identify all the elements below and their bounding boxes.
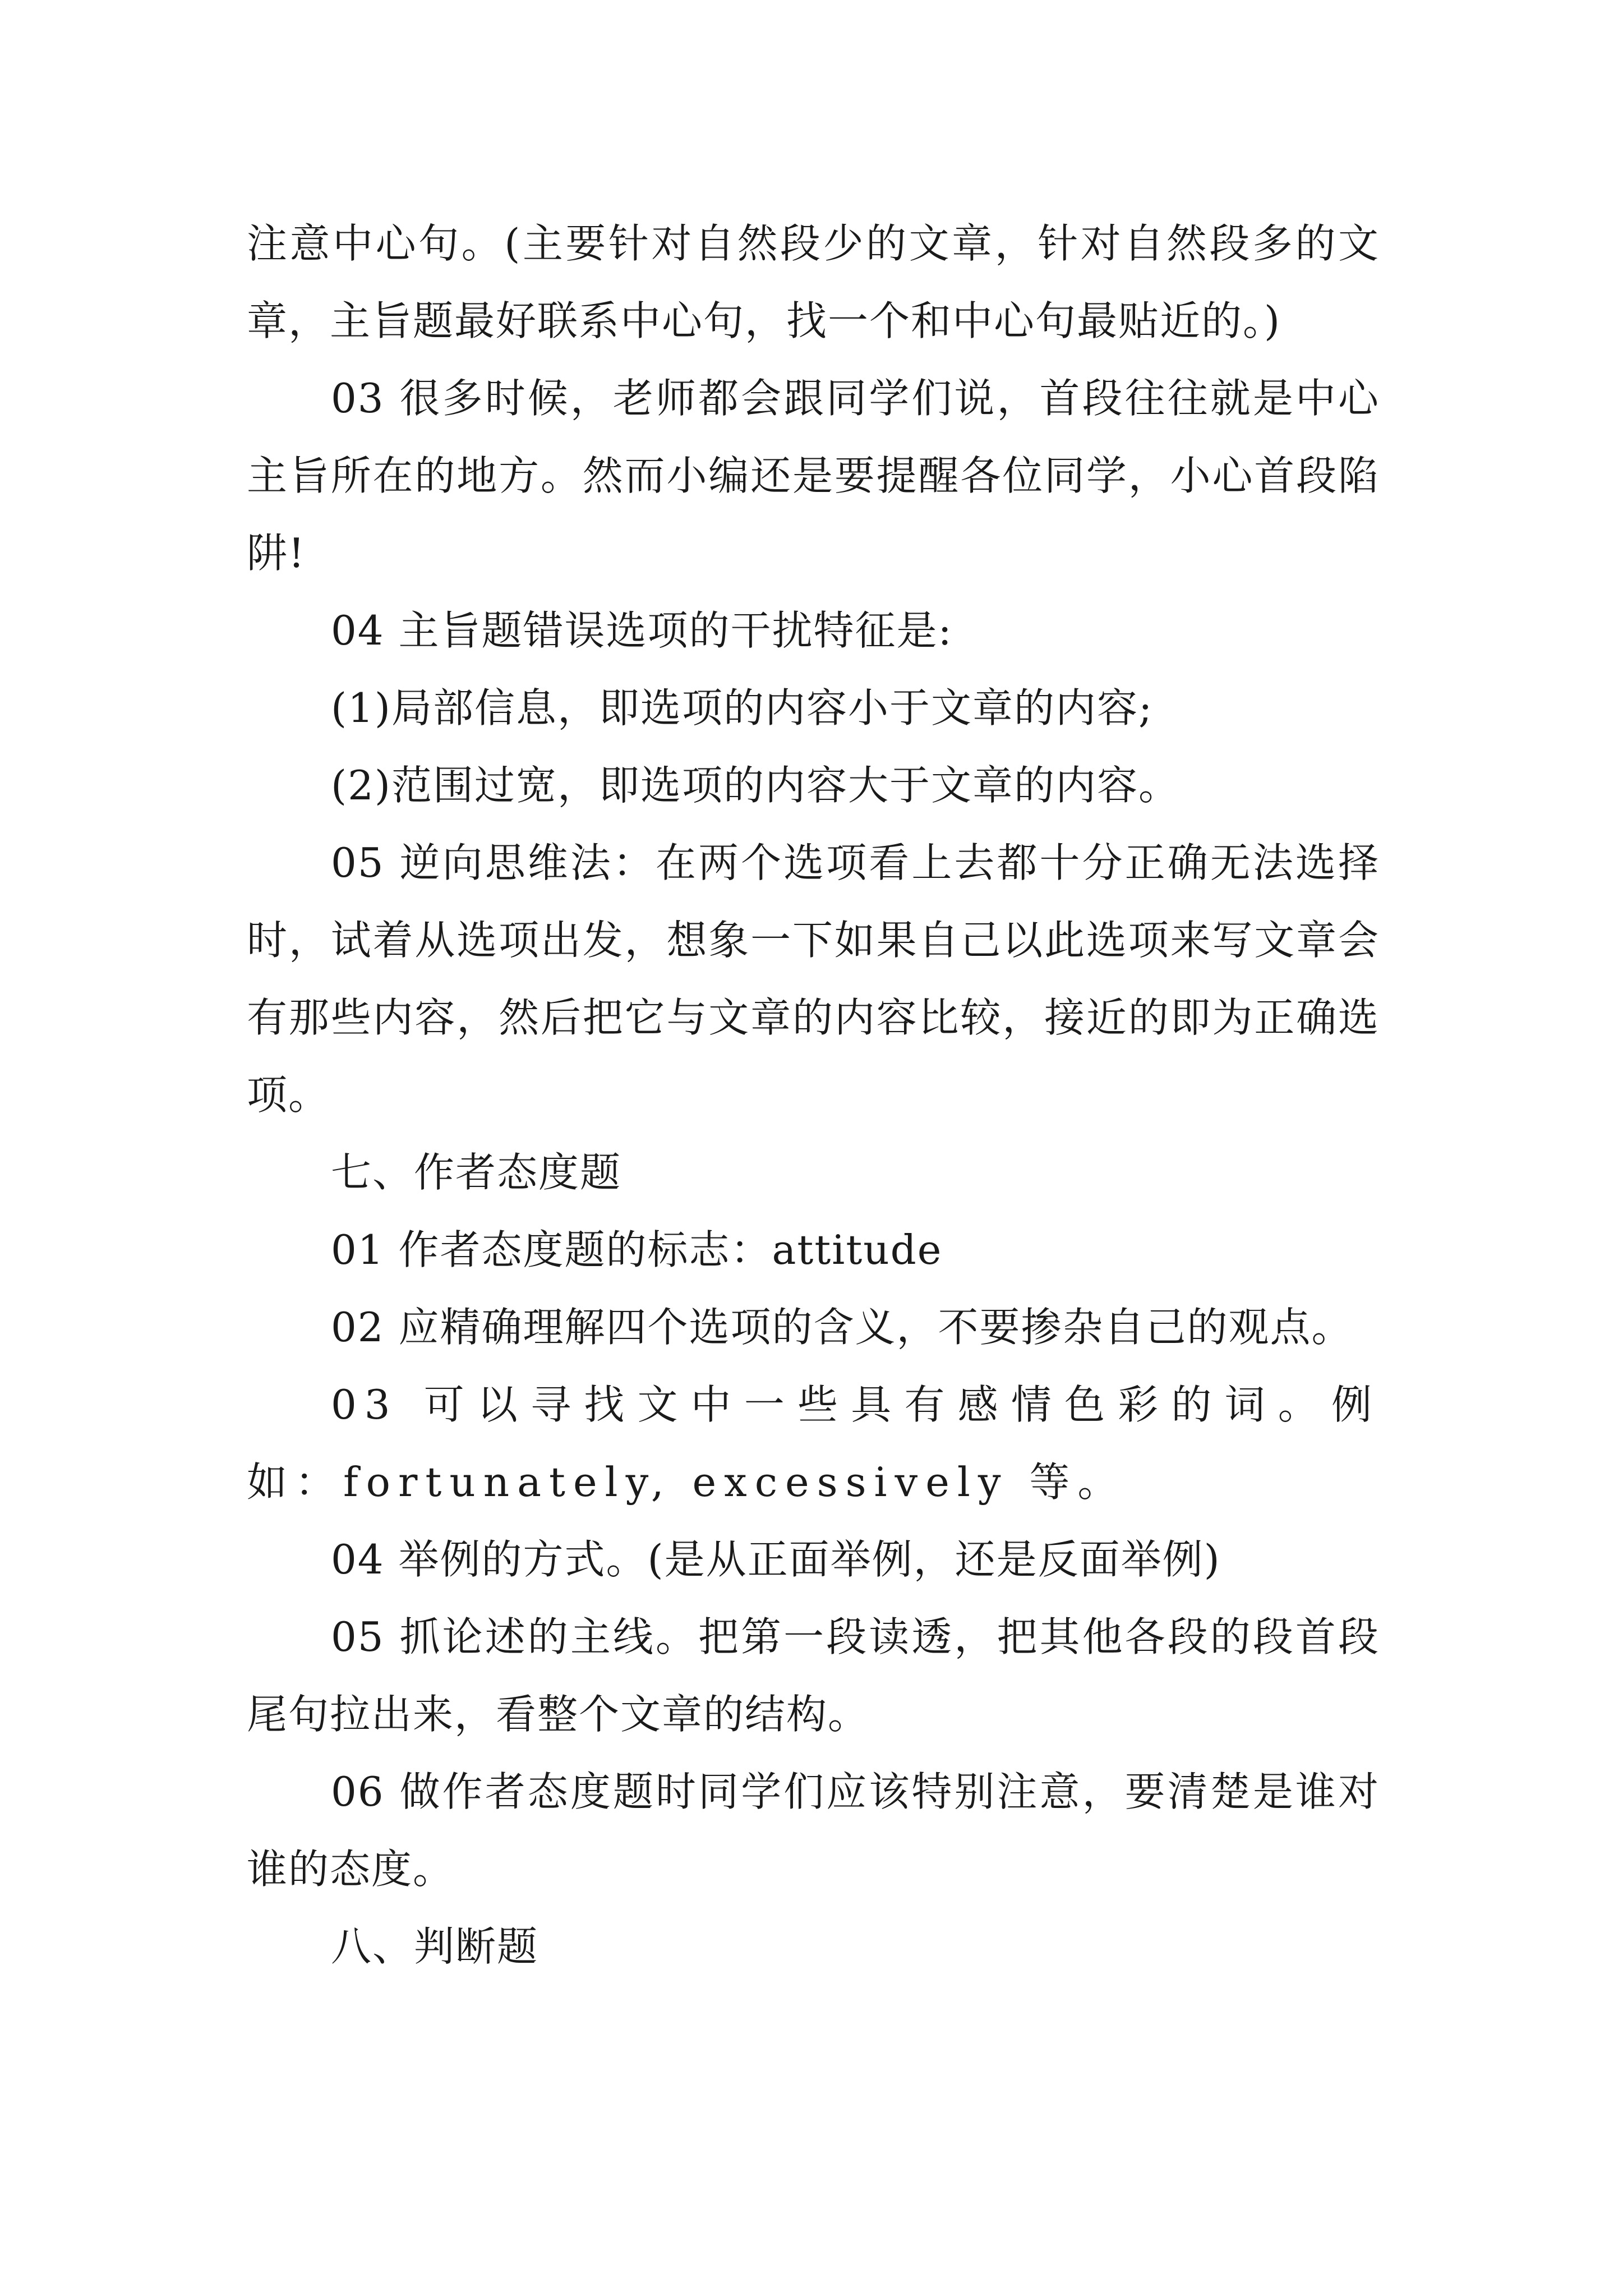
paragraph-main-argument-line: 05 抓论述的主线。把第一段读透，把其他各段的段首段尾句拉出来，看整个文章的结构。 (247, 1613, 1380, 1738)
paragraph-scope-too-wide: (2)范围过宽，即选项的内容大于文章的内容。 (331, 762, 1180, 809)
paragraph-reverse-thinking: 05 逆向思维法：在两个选项看上去都十分正确无法选择时，试着从选项出发，想象一下如果自己以此选项来写文章会有那些内容，然后把它与文章的内容比较，接近的即为正确选项。 (247, 839, 1380, 1119)
paragraph-main-idea-note: 注意中心句。(主要针对自然段少的文章，针对自然段多的文章，主旨题最好联系中心句，找一个和中心句最贴近的。) (247, 220, 1380, 344)
paragraph-first-paragraph-trap: 03 很多时候，老师都会跟同学们说，首段往往就是中心主旨所在的地方。然而小编还是要提醒各位同学，小心首段陷阱! (247, 375, 1380, 577)
paragraph-attitude-marker: 01 作者态度题的标志：attitude (331, 1226, 943, 1273)
section-heading-judgment: 八、判断题 (331, 1923, 539, 1970)
paragraph-wrong-option-features: 04 主旨题错误选项的干扰特征是: (331, 607, 953, 654)
paragraph-local-information: (1)局部信息，即选项的内容小于文章的内容; (331, 684, 1154, 731)
paragraph-emotional-words: 03 可以寻找文中一些具有感情色彩的词。例如：fortunately, excessively 等。 (247, 1381, 1380, 1506)
paragraph-understand-options: 02 应精确理解四个选项的含义，不要掺杂自己的观点。 (331, 1304, 1353, 1351)
section-heading-author-attitude: 七、作者态度题 (331, 1149, 622, 1196)
document-body (247, 205, 1380, 1985)
paragraph-example-style: 04 举例的方式。(是从正面举例，还是反面举例) (331, 1536, 1221, 1583)
paragraph-whose-attitude: 06 做作者态度题时同学们应该特别注意，要清楚是谁对谁的态度。 (247, 1768, 1380, 1893)
